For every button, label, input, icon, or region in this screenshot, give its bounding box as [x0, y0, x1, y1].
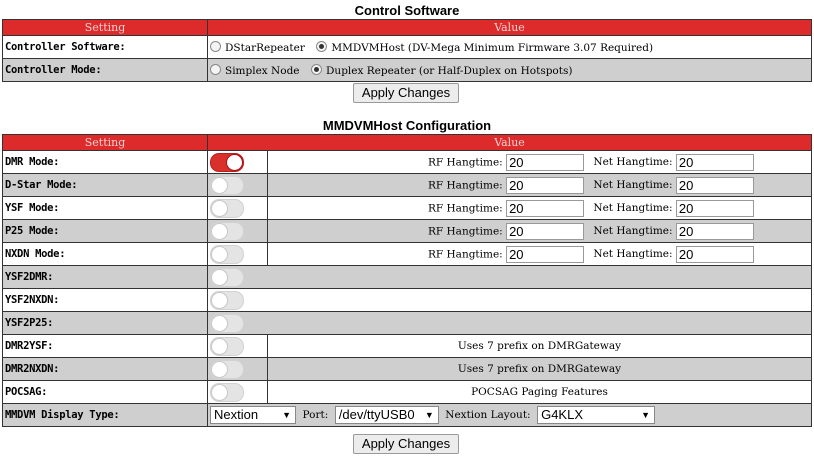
- simplex-radio[interactable]: [210, 64, 221, 75]
- mmdvmhost-config-table: [2, 134, 812, 427]
- dmr-mode-label: DMR Mode:: [3, 151, 208, 174]
- p25-mode-row: [3, 220, 812, 243]
- nxdn-mode-row: [3, 243, 812, 266]
- ysf2nxdn-row: [3, 289, 812, 312]
- dmr-rf-hangtime-label: RF Hangtime:: [428, 156, 503, 168]
- control-software-table: [2, 19, 812, 82]
- ysf2p25-label: YSF2P25:: [3, 312, 208, 335]
- dstar-mode-label: D-Star Mode:: [3, 174, 208, 197]
- p25-net-hangtime-label: Net Hangtime:: [593, 225, 673, 237]
- ysf2dmr-toggle[interactable]: [210, 268, 244, 287]
- mmdvmhost-config-title: MMDVMHost Configuration: [322, 118, 492, 133]
- nxdn-rf-hangtime-input[interactable]: [506, 246, 584, 263]
- p25-mode-toggle[interactable]: [210, 222, 244, 241]
- dstar-mode-toggle[interactable]: [210, 176, 244, 195]
- mmdvmhost-radio[interactable]: [316, 41, 327, 52]
- pocsag-label: POCSAG:: [3, 381, 208, 404]
- display-type-row: [3, 404, 812, 427]
- dmr-net-hangtime-input[interactable]: [676, 154, 754, 171]
- dmr2ysf-note: Uses 7 prefix on DMRGateway: [268, 335, 812, 358]
- controller-mode-label: Controller Mode:: [3, 59, 208, 82]
- ysf-mode-row: [3, 197, 812, 220]
- dmr2nxdn-row: [3, 358, 812, 381]
- duplex-option: Duplex Repeater (or Half-Duplex on Hotspots): [326, 64, 573, 77]
- nextion-layout-label: Nextion Layout:: [445, 409, 531, 421]
- ysf-rf-hangtime-input[interactable]: [506, 200, 584, 217]
- mmdvmhost-option: MMDVMHost (DV-Mega Minimum Firmware 3.07 Required): [331, 41, 654, 54]
- dstarrepeater-option: DStarRepeater: [225, 41, 305, 54]
- dmr2nxdn-toggle[interactable]: [210, 360, 244, 379]
- port-label: Port:: [302, 409, 329, 421]
- dstar-rf-hangtime-input[interactable]: [506, 177, 584, 194]
- setting-header: Setting: [3, 20, 208, 36]
- control-software-title: Control Software: [354, 3, 460, 18]
- dmr2ysf-toggle[interactable]: [210, 337, 244, 356]
- dmr2ysf-row: [3, 335, 812, 358]
- nxdn-net-hangtime-label: Net Hangtime:: [593, 248, 673, 260]
- dstar-rf-hangtime-label: RF Hangtime:: [428, 179, 503, 191]
- p25-net-hangtime-input[interactable]: [676, 223, 754, 240]
- ysf2p25-row: [3, 312, 812, 335]
- display-type-select[interactable]: Nextion ▼: [210, 406, 296, 424]
- dmr2ysf-label: DMR2YSF:: [3, 335, 208, 358]
- dmr-net-hangtime-label: Net Hangtime:: [593, 156, 673, 168]
- p25-rf-hangtime-input[interactable]: [506, 223, 584, 240]
- dstarrepeater-radio[interactable]: [210, 41, 221, 52]
- chevron-down-icon: ▼: [424, 410, 434, 420]
- pocsag-note: POCSAG Paging Features: [268, 381, 812, 404]
- ysf2dmr-row: [3, 266, 812, 289]
- ysf-mode-toggle[interactable]: [210, 199, 244, 218]
- nxdn-mode-toggle[interactable]: [210, 245, 244, 264]
- pocsag-row: [3, 381, 812, 404]
- dstar-net-hangtime-label: Net Hangtime:: [593, 179, 673, 191]
- apply-changes-button-bottom[interactable]: Apply Changes: [353, 434, 459, 454]
- ysf-rf-hangtime-label: RF Hangtime:: [428, 202, 503, 214]
- dmr2nxdn-note: Uses 7 prefix on DMRGateway: [268, 358, 812, 381]
- p25-rf-hangtime-label: RF Hangtime:: [428, 225, 503, 237]
- controller-software-label: Controller Software:: [3, 36, 208, 59]
- nxdn-mode-label: NXDN Mode:: [3, 243, 208, 266]
- ysf2nxdn-label: YSF2NXDN:: [3, 289, 208, 312]
- nxdn-net-hangtime-input[interactable]: [676, 246, 754, 263]
- ysf-mode-label: YSF Mode:: [3, 197, 208, 220]
- dmr2nxdn-label: DMR2NXDN:: [3, 358, 208, 381]
- apply-changes-button-top[interactable]: Apply Changes: [353, 83, 459, 103]
- chevron-down-icon: ▼: [641, 410, 651, 420]
- display-type-label: MMDVM Display Type:: [3, 404, 208, 427]
- dmr-mode-toggle[interactable]: [210, 153, 244, 172]
- dstar-mode-row: [3, 174, 812, 197]
- p25-mode-label: P25 Mode:: [3, 220, 208, 243]
- port-select[interactable]: /dev/ttyUSB0 ▼: [335, 406, 439, 424]
- dmr-rf-hangtime-input[interactable]: [506, 154, 584, 171]
- setting-header-2: Setting: [3, 135, 208, 151]
- ysf2dmr-label: YSF2DMR:: [3, 266, 208, 289]
- nxdn-rf-hangtime-label: RF Hangtime:: [428, 248, 503, 260]
- value-header: Value: [208, 20, 812, 36]
- controller-mode-row: [3, 59, 812, 82]
- dmr-mode-row: [3, 151, 812, 174]
- chevron-down-icon: ▼: [282, 410, 291, 420]
- ysf-net-hangtime-input[interactable]: [676, 200, 754, 217]
- value-header-2: Value: [208, 135, 812, 151]
- ysf2nxdn-toggle[interactable]: [210, 291, 244, 310]
- dstar-net-hangtime-input[interactable]: [676, 177, 754, 194]
- pocsag-toggle[interactable]: [210, 383, 244, 402]
- ysf2p25-toggle[interactable]: [210, 314, 244, 333]
- nextion-layout-select[interactable]: G4KLX ▼: [537, 406, 655, 424]
- ysf-net-hangtime-label: Net Hangtime:: [593, 202, 673, 214]
- controller-software-row: [3, 36, 812, 59]
- duplex-radio[interactable]: [311, 64, 322, 75]
- simplex-option: Simplex Node: [225, 64, 300, 77]
